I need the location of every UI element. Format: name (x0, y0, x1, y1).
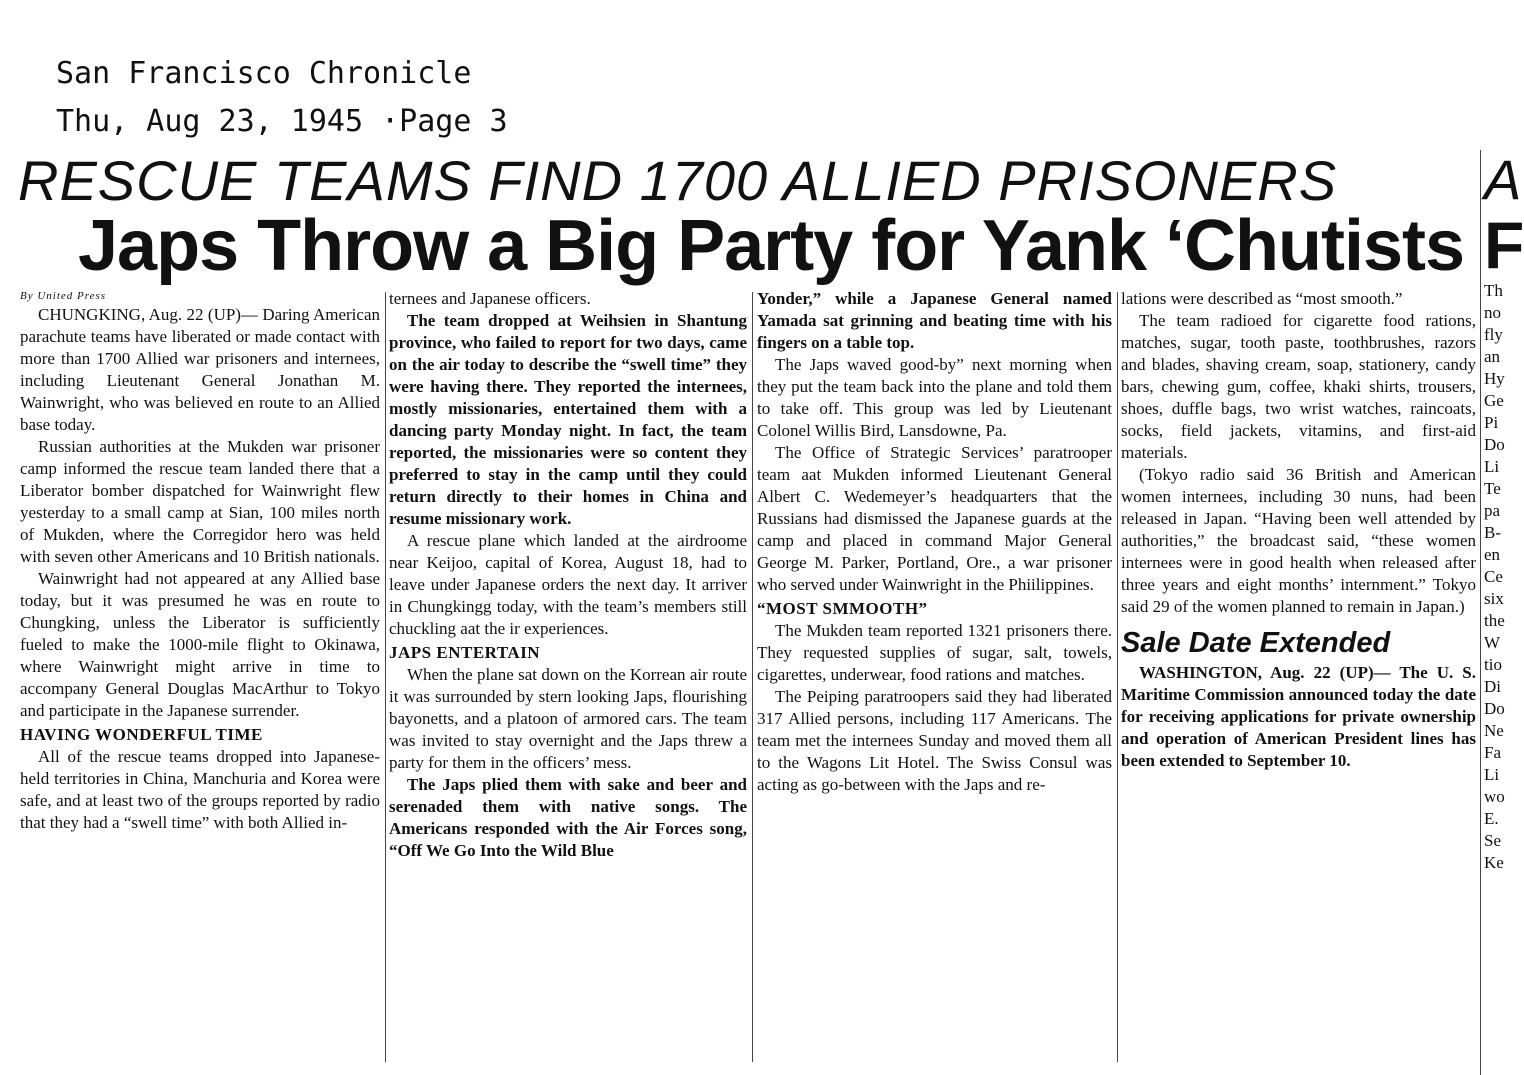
edge-line-fragment: Se (1484, 831, 1501, 850)
paragraph: The Japs plied them with sake and beer and serenaded them with native songs. The Americans responded with the Air Forces song, “Off We Go Into the Wild Blue (389, 775, 747, 860)
edge-line-fragment: Di (1484, 677, 1501, 696)
edge-line-fragment: an (1484, 347, 1501, 366)
paragraph: WASHINGTON, Aug. 22 (UP)— The U. S. Maritime Commission announced today the date for receiving applications for private ownership and operation of American President lines has been extended to September 10. (1121, 663, 1476, 770)
paragraph: ternees and Japanese officers. (389, 289, 591, 308)
edge-line-fragment: tio (1484, 655, 1502, 674)
edge-line-fragment: Hy (1484, 369, 1505, 388)
publication-date: Thu, Aug 23, 1945 ·Page 3 (56, 104, 508, 139)
kicker-headline: RESCUE TEAMS FIND 1700 ALLIED PRISONERS (18, 149, 1338, 212)
edge-line-fragment: pa (1484, 501, 1501, 520)
masthead (56, 50, 508, 146)
edge-line-fragment: Th (1484, 281, 1503, 300)
paragraph: All of the rescue teams dropped into Japanese-held territories in China, Manchuria and Korea were safe, and at least two of the groups reported by radio that they had a “swell time” with both Allied in- (20, 747, 380, 832)
paragraph: CHUNGKING, Aug. 22 (UP)— Daring American parachute teams have liberated or made contact with more than 1700 Allied war prisoners and internees, including Lieutenant General Jonathan M. Wainwright, who was believed en route to an Allied base today. (20, 305, 380, 434)
paragraph: The Peiping paratroopers said they had liberated 317 Allied persons, including 117 Americans. The team met the internees Sunday and moved them all to the Wagons Lit Hotel. The Swiss Consul was acting as go-between with the Japs and re- (757, 687, 1112, 794)
article-column-4 (1121, 288, 1476, 1063)
edge-line-fragment: fly (1484, 325, 1503, 344)
edge-line-fragment: six (1484, 589, 1504, 608)
paragraph: The Japs waved good-by” next morning when they put the team back into the plane and told them to take off. This group was led by Lieutenant Colonel Willis Bird, Lansdowne, Pa. (757, 355, 1112, 440)
edge-line-fragment: Ce (1484, 567, 1503, 586)
edge-line-fragment: en (1484, 545, 1501, 564)
column-divider (385, 292, 386, 1062)
edge-headline: F (1484, 208, 1524, 282)
newspaper-name: San Francisco Chronicle (56, 56, 472, 91)
column-divider (752, 292, 753, 1062)
article-column-2 (389, 288, 747, 1063)
paragraph: The Office of Strategic Services’ paratrooper team aat Mukden informed Lieutenant General Albert C. Wedemeyer’s headquarters that the Russians had dismissed the Japanese guards at the camp and placed in command Major General George M. Parker, Portland, Ore., a war prisoner who served under Wainwright in the Phiilippines. (757, 443, 1112, 594)
edge-lines (1484, 280, 1507, 874)
paragraph: The team radioed for cigarette food rations, matches, sugar, tooth paste, toothbrushes, razors and blades, shaving cream, soap, stationery, candy bars, chewing gum, coffee, khaki shirts, trousers, shoes, duffle bags, two wrist watches, raincoats, socks, field jackets, vitamins, and first-aid materials. (1121, 311, 1476, 462)
edge-line-fragment: Do (1484, 699, 1505, 718)
subhead: JAPS ENTERTAIN (389, 643, 541, 662)
edge-kicker: A (1484, 148, 1522, 211)
edge-line-fragment: Te (1484, 479, 1501, 498)
paragraph: (Tokyo radio said 36 British and American women internees, including 30 nuns, had been released in Japan. “Having been well attended by authorities,” the broadcast said, “these women internees were in good health when released after three years and eight months’ internment.” Tokyo said 29 of the women planned to remain in Japan.) (1121, 465, 1476, 616)
main-headline: Japs Throw a Big Party for Yank ‘Chutists (78, 206, 1465, 286)
edge-line-fragment: Ne (1484, 721, 1504, 740)
adjacent-article-edge (1484, 148, 1524, 1075)
edge-line-fragment: Do (1484, 435, 1505, 454)
paragraph: Russian authorities at the Mukden war prisoner camp informed the rescue team landed there that a Liberator bomber dispatched for Wainwright flew yesterday to a small camp at Sian, 100 miles north of Mukden, where the Corregidor hero was held with seven other Americans and 10 British nationals. (20, 437, 380, 566)
byline: By United Press (20, 290, 107, 302)
edge-line-fragment: Li (1484, 765, 1500, 784)
subhead: “MOST SMMOOTH” (757, 599, 928, 618)
sidebar-headline: Sale Date Extended (1121, 627, 1391, 659)
edge-line-fragment: Li (1484, 457, 1500, 476)
edge-line-fragment: Fa (1484, 743, 1501, 762)
edge-line-fragment: Ke (1484, 853, 1504, 872)
edge-line-fragment: Ge (1484, 391, 1504, 410)
article-column-1 (20, 288, 380, 1063)
edge-line-fragment: the (1484, 611, 1505, 630)
paragraph: lations were described as “most smooth.” (1121, 289, 1403, 308)
paragraph: A rescue plane which landed at the airdroome near Keijoo, capital of Korea, August 18, had to leave under Japanese orders the next day. It arriver in Chungkingg today, with the team’s members still chuckling aat the ir experiences. (389, 531, 747, 638)
edge-line-fragment: no (1484, 303, 1501, 322)
paragraph: Yonder,” while a Japanese General named Yamada sat grinning and beating time with his fingers on a table top. (757, 289, 1112, 352)
edge-line-fragment: E. (1484, 809, 1499, 828)
paragraph: The Mukden team reported 1321 prisoners there. They requested supplies of sugar, salt, towels, cigarettes, underwear, food rations and matches. (757, 621, 1112, 684)
edge-line-fragment: B- (1484, 523, 1501, 542)
edge-line-fragment: Pi (1484, 413, 1499, 432)
edge-line-fragment: wo (1484, 787, 1505, 806)
subhead: HAVING WONDERFUL TIME (20, 725, 263, 744)
edge-line-fragment: W (1484, 633, 1501, 652)
column-divider (1480, 150, 1481, 1075)
paragraph: When the plane sat down on the Korrean air route it was surrounded by stern looking Japs, flourishing bayonetts, and a platoon of armored cars. The team was invited to stay overnight and the Japs threw a party for them in the officers’ mess. (389, 665, 747, 772)
column-divider (1117, 292, 1118, 1062)
paragraph: The team dropped at Weihsien in Shantung province, who failed to report for two days, came on the air today to describe the “swell time” they were having there. They reported the internees, mostly missionaries, entertained them with a dancing party Monday night. In fact, the team reported, the missionaries were so content they preferred to stay in the camp until they could return directly to their homes in China and resume missionary work. (389, 311, 747, 528)
article-column-3 (757, 288, 1112, 1063)
paragraph: Wainwright had not appeared at any Allied base today, but it was presumed he was en route to Chungking, unless the Liberator is sufficiently fueled to make the 1000-mile flight to Okinawa, where Wainwright might arrive in time to accompany General Douglas MacArthur to Tokyo and participate in the Japanese surrender. (20, 569, 380, 720)
